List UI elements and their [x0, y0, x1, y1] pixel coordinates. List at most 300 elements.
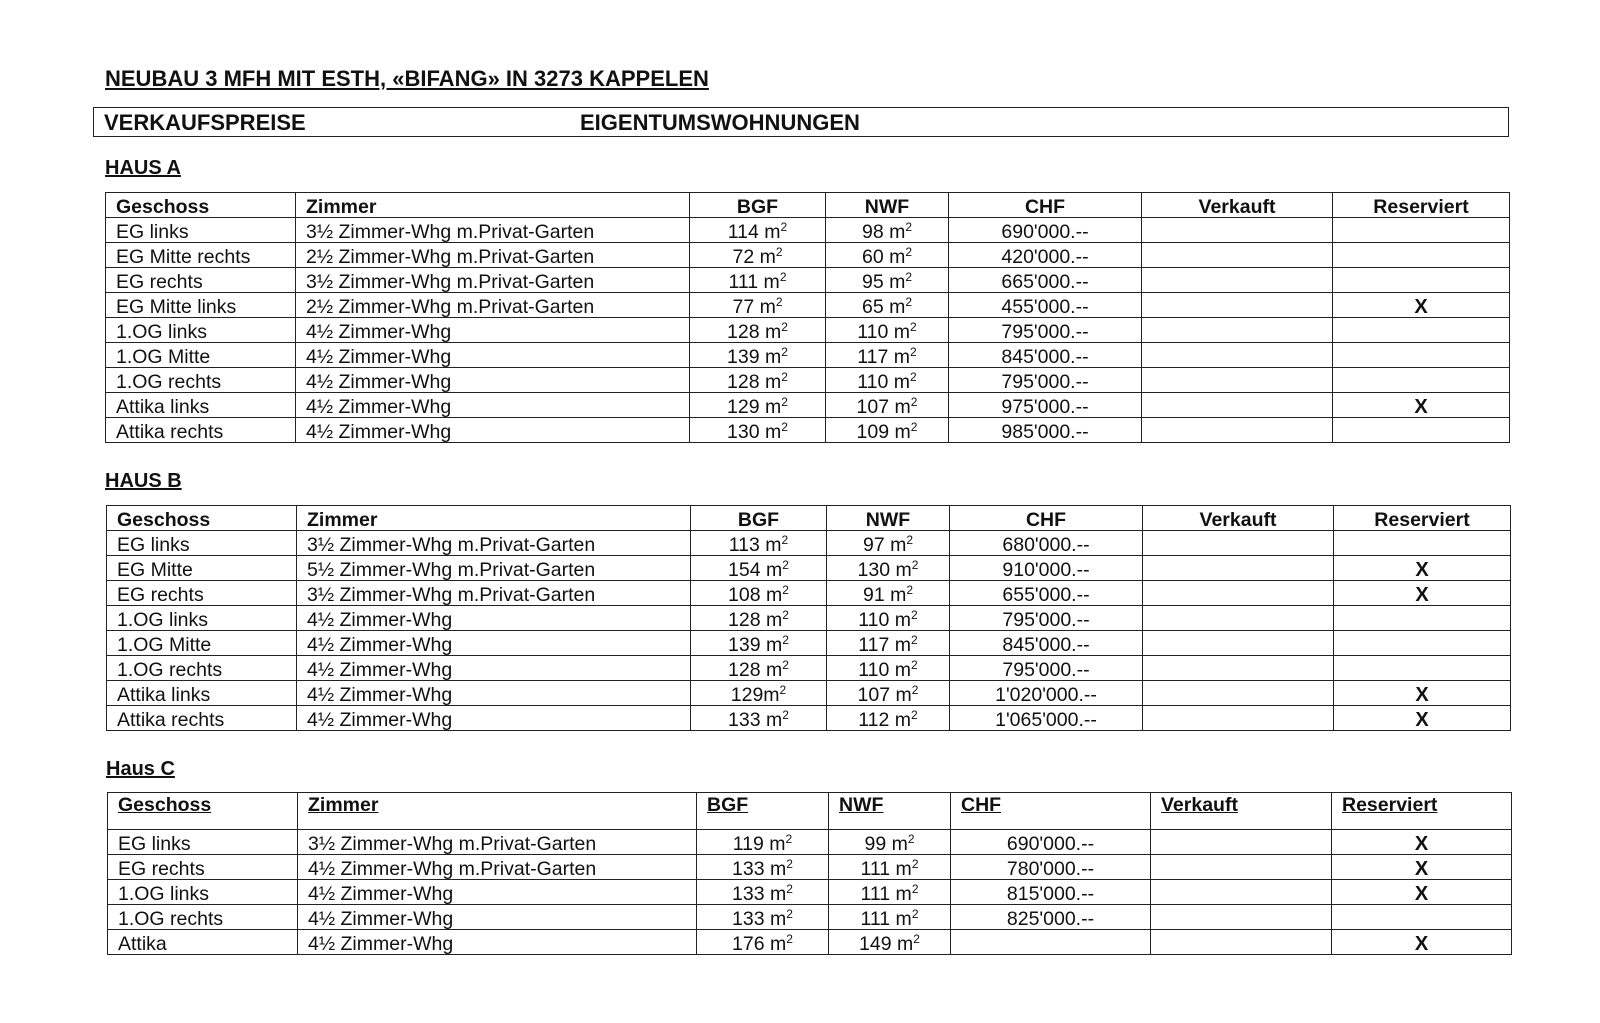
cell-nwf [827, 556, 950, 581]
cell-reserviert-value: X [1414, 858, 1429, 880]
cell-zimmer [297, 606, 691, 631]
cell-verkauft [1151, 905, 1332, 930]
cell-zimmer-value: 4½ Zimmer-Whg [308, 933, 454, 955]
area-superscript: 2 [910, 345, 917, 359]
area-superscript: 2 [781, 320, 788, 334]
cell-geschoss-value: Attika rechts [116, 421, 224, 443]
cell-verkauft [1142, 293, 1333, 318]
area-superscript: 2 [905, 220, 913, 234]
area-superscript: 2 [910, 395, 918, 409]
cell-geschoss [107, 681, 297, 706]
cell-verkauft [1151, 930, 1332, 955]
cell-chf [949, 243, 1142, 268]
cell-zimmer-value: 5½ Zimmer-Whg m.Privat-Garten [307, 559, 596, 581]
cell-reserviert-value: X [1414, 833, 1429, 855]
cell-verkauft [1143, 556, 1334, 581]
cell-zimmer-value: 4½ Zimmer-Whg [306, 396, 452, 418]
area-superscript: 2 [913, 932, 920, 946]
table-row [106, 368, 1510, 393]
cell-geschoss [107, 606, 297, 631]
area-superscript: 2 [782, 658, 789, 672]
cell-zimmer [298, 930, 697, 955]
cell-reserviert-value: X [1414, 296, 1428, 318]
cell-bgf-value: 129 m [727, 396, 782, 418]
cell-verkauft [1142, 418, 1333, 443]
area-superscript: 2 [781, 370, 788, 384]
cell-geschoss [106, 393, 296, 418]
cell-chf-value: 690'000.-- [1001, 221, 1089, 243]
cell-zimmer-value: 4½ Zimmer-Whg [307, 684, 453, 706]
cell-nwf [827, 681, 950, 706]
cell-nwf [829, 855, 951, 880]
cell-verkauft [1142, 343, 1333, 368]
cell-geschoss [106, 343, 296, 368]
table-row [107, 581, 1511, 606]
cell-bgf [691, 656, 827, 681]
area-superscript: 2 [786, 882, 793, 896]
cell-chf-value: 795'000.-- [1002, 609, 1090, 631]
cell-bgf-value: 139 m [727, 346, 782, 368]
cell-geschoss [107, 706, 297, 731]
cell-verkauft [1151, 880, 1332, 905]
cell-bgf [690, 393, 826, 418]
table-row [107, 556, 1511, 581]
cell-nwf-value: 65 m [861, 296, 906, 318]
cell-chf [951, 880, 1151, 905]
cell-chf-value: 795'000.-- [1001, 371, 1089, 393]
cell-nwf-value: 112 m [858, 709, 912, 731]
cell-bgf-value: 128 m [728, 609, 783, 631]
cell-chf [949, 393, 1142, 418]
cell-reserviert [1333, 293, 1510, 318]
cell-geschoss-value: EG rechts [116, 271, 203, 293]
cell-geschoss [108, 855, 298, 880]
cell-geschoss-value: 1.OG rechts [118, 908, 224, 930]
cell-verkauft [1143, 656, 1334, 681]
area-superscript: 2 [782, 633, 789, 647]
cell-zimmer-value: 4½ Zimmer-Whg [306, 421, 452, 443]
cell-verkauft [1143, 631, 1334, 656]
cell-nwf [827, 606, 950, 631]
col-header-reserviert: Reserviert [1332, 793, 1512, 830]
cell-bgf [697, 905, 829, 930]
cell-chf-value: 690'000.-- [1006, 833, 1095, 855]
cell-nwf [829, 830, 951, 855]
area-superscript: 2 [782, 708, 789, 722]
area-superscript: 2 [911, 907, 919, 921]
cell-nwf [826, 418, 949, 443]
area-superscript: 2 [779, 270, 787, 284]
table-row [107, 631, 1511, 656]
area-superscript: 2 [911, 708, 918, 722]
cell-geschoss-value: 1.OG links [116, 321, 208, 343]
cell-reserviert [1332, 830, 1512, 855]
cell-verkauft [1143, 681, 1334, 706]
cell-bgf [691, 631, 827, 656]
table-row [108, 880, 1512, 905]
cell-geschoss [106, 293, 296, 318]
cell-bgf-value: 129m [730, 684, 780, 706]
col-header-nwf: NWF [829, 793, 951, 830]
cell-reserviert-value: X [1415, 684, 1429, 706]
table-row [106, 218, 1510, 243]
col-header-reserviert: Reserviert [1334, 506, 1511, 531]
cell-chf [949, 268, 1142, 293]
cell-geschoss [106, 243, 296, 268]
col-header-verkauft: Verkauft [1151, 793, 1332, 830]
table-row [107, 681, 1511, 706]
col-header-zimmer: Zimmer [297, 506, 691, 531]
area-superscript: 2 [780, 220, 788, 234]
table-header-row [108, 793, 1512, 830]
cell-chf-value: 780'000.-- [1006, 858, 1095, 880]
cell-reserviert-value: X [1415, 709, 1429, 731]
col-header-geschoss: Geschoss [107, 506, 297, 531]
cell-zimmer [296, 393, 690, 418]
area-superscript: 2 [775, 245, 783, 259]
cell-geschoss-value: EG links [117, 534, 190, 556]
col-header-reserviert: Reserviert [1333, 193, 1510, 218]
col-header-chf: CHF [950, 506, 1143, 531]
cell-chf [950, 631, 1143, 656]
cell-geschoss-value: Attika links [117, 684, 211, 706]
area-superscript: 2 [781, 533, 789, 547]
area-superscript: 2 [910, 370, 917, 384]
cell-chf-value: 845'000.-- [1002, 634, 1090, 656]
cell-bgf-value: 130 m [727, 421, 782, 443]
cell-nwf-value: 149 m [859, 933, 914, 955]
col-header-chf: CHF [949, 193, 1142, 218]
cell-zimmer-value: 3½ Zimmer-Whg m.Privat-Garten [308, 833, 597, 855]
cell-bgf [690, 293, 826, 318]
cell-geschoss [108, 905, 298, 930]
cell-verkauft [1142, 243, 1333, 268]
cell-zimmer-value: 3½ Zimmer-Whg m.Privat-Garten [306, 221, 595, 243]
cell-nwf-value: 110 m [858, 659, 912, 681]
col-header-zimmer: Zimmer [296, 193, 690, 218]
cell-reserviert [1334, 581, 1511, 606]
cell-bgf [690, 243, 826, 268]
cell-zimmer [296, 343, 690, 368]
cell-bgf-value: 114 m [727, 221, 781, 243]
col-header-bgf: BGF [691, 506, 827, 531]
document-title: NEUBAU 3 MFH MIT ESTH, «BIFANG» IN 3273 KAPPELEN [105, 66, 709, 91]
cell-zimmer [298, 880, 697, 905]
cell-geschoss-value: EG links [116, 221, 189, 243]
area-superscript: 2 [907, 832, 915, 846]
cell-reserviert [1334, 556, 1511, 581]
cell-zimmer-value: 4½ Zimmer-Whg [308, 883, 454, 905]
col-header-bgf: BGF [690, 193, 826, 218]
cell-verkauft [1151, 830, 1332, 855]
cell-chf [949, 318, 1142, 343]
cell-reserviert [1333, 243, 1510, 268]
cell-nwf-value: 117 m [858, 634, 912, 656]
cell-reserviert [1334, 606, 1511, 631]
area-superscript: 2 [905, 245, 913, 259]
cell-chf-value: 655'000.-- [1002, 584, 1090, 606]
cell-zimmer [296, 318, 690, 343]
cell-nwf-value: 95 m [861, 271, 906, 293]
haus-a-table [105, 192, 1510, 443]
cell-verkauft [1143, 531, 1334, 556]
area-superscript: 2 [911, 882, 919, 896]
cell-nwf-value: 107 m [856, 396, 911, 418]
cell-nwf-value: 117 m [857, 346, 911, 368]
cell-bgf-value: 72 m [732, 246, 776, 268]
cell-nwf-value: 111 m [860, 908, 912, 930]
cell-nwf-value: 97 m [862, 534, 907, 556]
cell-zimmer [296, 418, 690, 443]
cell-geschoss-value: 1.OG links [117, 609, 209, 631]
cell-nwf-value: 60 m [861, 246, 906, 268]
area-superscript: 2 [911, 683, 919, 697]
area-superscript: 2 [785, 832, 793, 846]
cell-reserviert [1333, 368, 1510, 393]
col-header-geschoss: Geschoss [106, 193, 296, 218]
table-row [107, 531, 1511, 556]
cell-reserviert-value: X [1414, 396, 1428, 418]
cell-bgf-value: 119 m [732, 833, 786, 855]
cell-bgf-value: 133 m [732, 883, 787, 905]
cell-reserviert [1333, 343, 1510, 368]
area-superscript: 2 [786, 932, 793, 946]
cell-bgf [697, 855, 829, 880]
cell-zimmer-value: 4½ Zimmer-Whg [306, 346, 452, 368]
cell-bgf-value: 128 m [727, 371, 782, 393]
cell-geschoss [106, 368, 296, 393]
area-superscript: 2 [786, 857, 793, 871]
cell-zimmer [296, 268, 690, 293]
cell-bgf [690, 368, 826, 393]
cell-chf [949, 343, 1142, 368]
area-superscript: 2 [786, 907, 793, 921]
col-header-zimmer: Zimmer [298, 793, 697, 830]
cell-zimmer [296, 243, 690, 268]
cell-geschoss [106, 218, 296, 243]
cell-nwf [829, 880, 951, 905]
cell-nwf [827, 581, 950, 606]
table-row [106, 343, 1510, 368]
cell-chf-value: 825'000.-- [1006, 908, 1095, 930]
cell-nwf-value: 107 m [857, 684, 912, 706]
cell-reserviert [1333, 218, 1510, 243]
cell-chf-value: 975'000.-- [1001, 396, 1089, 418]
price-banner [93, 107, 1509, 137]
cell-zimmer [297, 656, 691, 681]
cell-zimmer [297, 531, 691, 556]
cell-geschoss [107, 556, 297, 581]
cell-bgf-value: 139 m [728, 634, 783, 656]
cell-nwf-value: 111 m [860, 883, 912, 905]
cell-chf [950, 581, 1143, 606]
cell-verkauft [1143, 581, 1334, 606]
cell-geschoss [107, 581, 297, 606]
cell-bgf [697, 930, 829, 955]
cell-geschoss-value: 1.OG rechts [117, 659, 223, 681]
cell-reserviert [1334, 631, 1511, 656]
cell-chf [951, 830, 1151, 855]
cell-reserviert [1332, 880, 1512, 905]
cell-geschoss [106, 268, 296, 293]
cell-bgf-value: 133 m [732, 858, 787, 880]
col-header-verkauft: Verkauft [1142, 193, 1333, 218]
cell-geschoss [108, 930, 298, 955]
cell-geschoss [108, 830, 298, 855]
haus-a-heading: HAUS A [105, 157, 181, 179]
cell-geschoss-value: 1.OG Mitte [116, 346, 211, 368]
area-superscript: 2 [781, 395, 788, 409]
cell-geschoss [106, 418, 296, 443]
table-row [107, 706, 1511, 731]
banner-label-right: EIGENTUMSWOHNUNGEN [580, 110, 860, 135]
cell-zimmer [296, 368, 690, 393]
haus-b-table [106, 505, 1511, 731]
cell-chf [949, 368, 1142, 393]
cell-verkauft [1143, 606, 1334, 631]
table-row [106, 418, 1510, 443]
cell-nwf [826, 368, 949, 393]
col-header-bgf: BGF [697, 793, 829, 830]
cell-zimmer [297, 681, 691, 706]
cell-zimmer-value: 4½ Zimmer-Whg [307, 609, 453, 631]
cell-chf-value: 985'000.-- [1001, 421, 1089, 443]
cell-zimmer-value: 2½ Zimmer-Whg m.Privat-Garten [306, 296, 595, 318]
cell-geschoss [107, 631, 297, 656]
table-row [106, 268, 1510, 293]
table-row [107, 656, 1511, 681]
table-row [108, 855, 1512, 880]
cell-bgf-value: 133 m [732, 908, 787, 930]
cell-chf [950, 681, 1143, 706]
cell-verkauft [1151, 855, 1332, 880]
cell-bgf [691, 681, 827, 706]
cell-nwf-value: 111 m [860, 858, 912, 880]
cell-chf [950, 556, 1143, 581]
table-row [108, 830, 1512, 855]
cell-bgf [697, 830, 829, 855]
cell-chf [949, 293, 1142, 318]
cell-zimmer [297, 631, 691, 656]
cell-nwf [829, 905, 951, 930]
area-superscript: 2 [911, 658, 918, 672]
area-superscript: 2 [781, 345, 788, 359]
cell-chf-value: 420'000.-- [1001, 246, 1089, 268]
table-row [106, 243, 1510, 268]
cell-nwf [827, 706, 950, 731]
cell-geschoss-value: EG Mitte [117, 559, 193, 581]
cell-nwf [826, 343, 949, 368]
cell-chf-value: 665'000.-- [1001, 271, 1089, 293]
cell-nwf [826, 243, 949, 268]
cell-nwf-value: 110 m [858, 609, 912, 631]
cell-reserviert-value: X [1414, 933, 1429, 955]
cell-reserviert [1333, 393, 1510, 418]
cell-zimmer-value: 4½ Zimmer-Whg [308, 908, 454, 930]
cell-reserviert [1334, 656, 1511, 681]
cell-reserviert-value: X [1415, 559, 1429, 581]
cell-geschoss-value: Attika [118, 933, 167, 955]
table-row [108, 905, 1512, 930]
cell-nwf [827, 531, 950, 556]
area-superscript: 2 [782, 558, 789, 572]
cell-reserviert [1334, 531, 1511, 556]
cell-bgf [691, 531, 827, 556]
area-superscript: 2 [905, 295, 913, 309]
cell-geschoss [108, 880, 298, 905]
cell-bgf-value: 176 m [732, 933, 787, 955]
cell-chf [950, 656, 1143, 681]
cell-bgf [690, 218, 826, 243]
cell-geschoss-value: 1.OG links [118, 883, 210, 905]
cell-zimmer-value: 4½ Zimmer-Whg [306, 371, 452, 393]
cell-reserviert [1334, 706, 1511, 731]
table-header-row [106, 193, 1510, 218]
col-header-verkauft: Verkauft [1143, 506, 1334, 531]
cell-zimmer [296, 218, 690, 243]
cell-nwf-value: 110 m [857, 321, 911, 343]
cell-bgf [690, 268, 826, 293]
cell-reserviert [1333, 318, 1510, 343]
cell-nwf [826, 268, 949, 293]
cell-zimmer-value: 4½ Zimmer-Whg [307, 709, 453, 731]
cell-bgf-value: 128 m [727, 321, 782, 343]
cell-zimmer [297, 581, 691, 606]
cell-nwf [829, 930, 951, 955]
cell-reserviert-value: X [1415, 584, 1429, 606]
cell-nwf [826, 393, 949, 418]
cell-chf-value: 1'020'000.-- [995, 684, 1097, 706]
cell-geschoss-value: 1.OG rechts [116, 371, 222, 393]
col-header-nwf: NWF [826, 193, 949, 218]
cell-bgf [697, 880, 829, 905]
cell-geschoss-value: EG Mitte links [116, 296, 237, 318]
cell-nwf-value: 110 m [857, 371, 911, 393]
cell-chf-value: 795'000.-- [1001, 321, 1089, 343]
table-row [107, 606, 1511, 631]
cell-verkauft [1142, 318, 1333, 343]
cell-chf-value: 680'000.-- [1002, 534, 1090, 556]
area-superscript: 2 [910, 320, 917, 334]
area-superscript: 2 [906, 533, 914, 547]
cell-bgf [691, 581, 827, 606]
cell-chf-value: 795'000.-- [1002, 659, 1090, 681]
cell-nwf [826, 318, 949, 343]
col-header-geschoss: Geschoss [108, 793, 298, 830]
cell-zimmer-value: 4½ Zimmer-Whg [307, 634, 453, 656]
table-row [108, 930, 1512, 955]
cell-zimmer [297, 706, 691, 731]
cell-chf [951, 930, 1151, 955]
cell-bgf [690, 418, 826, 443]
cell-nwf [827, 631, 950, 656]
cell-verkauft [1142, 218, 1333, 243]
cell-geschoss-value: Attika rechts [117, 709, 225, 731]
haus-c-table [107, 792, 1512, 955]
area-superscript: 2 [911, 558, 919, 572]
cell-chf-value: 455'000.-- [1001, 296, 1089, 318]
cell-nwf-value: 109 m [856, 421, 911, 443]
cell-geschoss-value: EG rechts [117, 584, 204, 606]
area-superscript: 2 [910, 420, 918, 434]
cell-geschoss-value: EG rechts [118, 858, 205, 880]
area-superscript: 2 [911, 857, 919, 871]
cell-reserviert [1332, 930, 1512, 955]
cell-chf [949, 418, 1142, 443]
cell-geschoss-value: 1.OG Mitte [117, 634, 212, 656]
cell-bgf [690, 318, 826, 343]
cell-geschoss [106, 318, 296, 343]
